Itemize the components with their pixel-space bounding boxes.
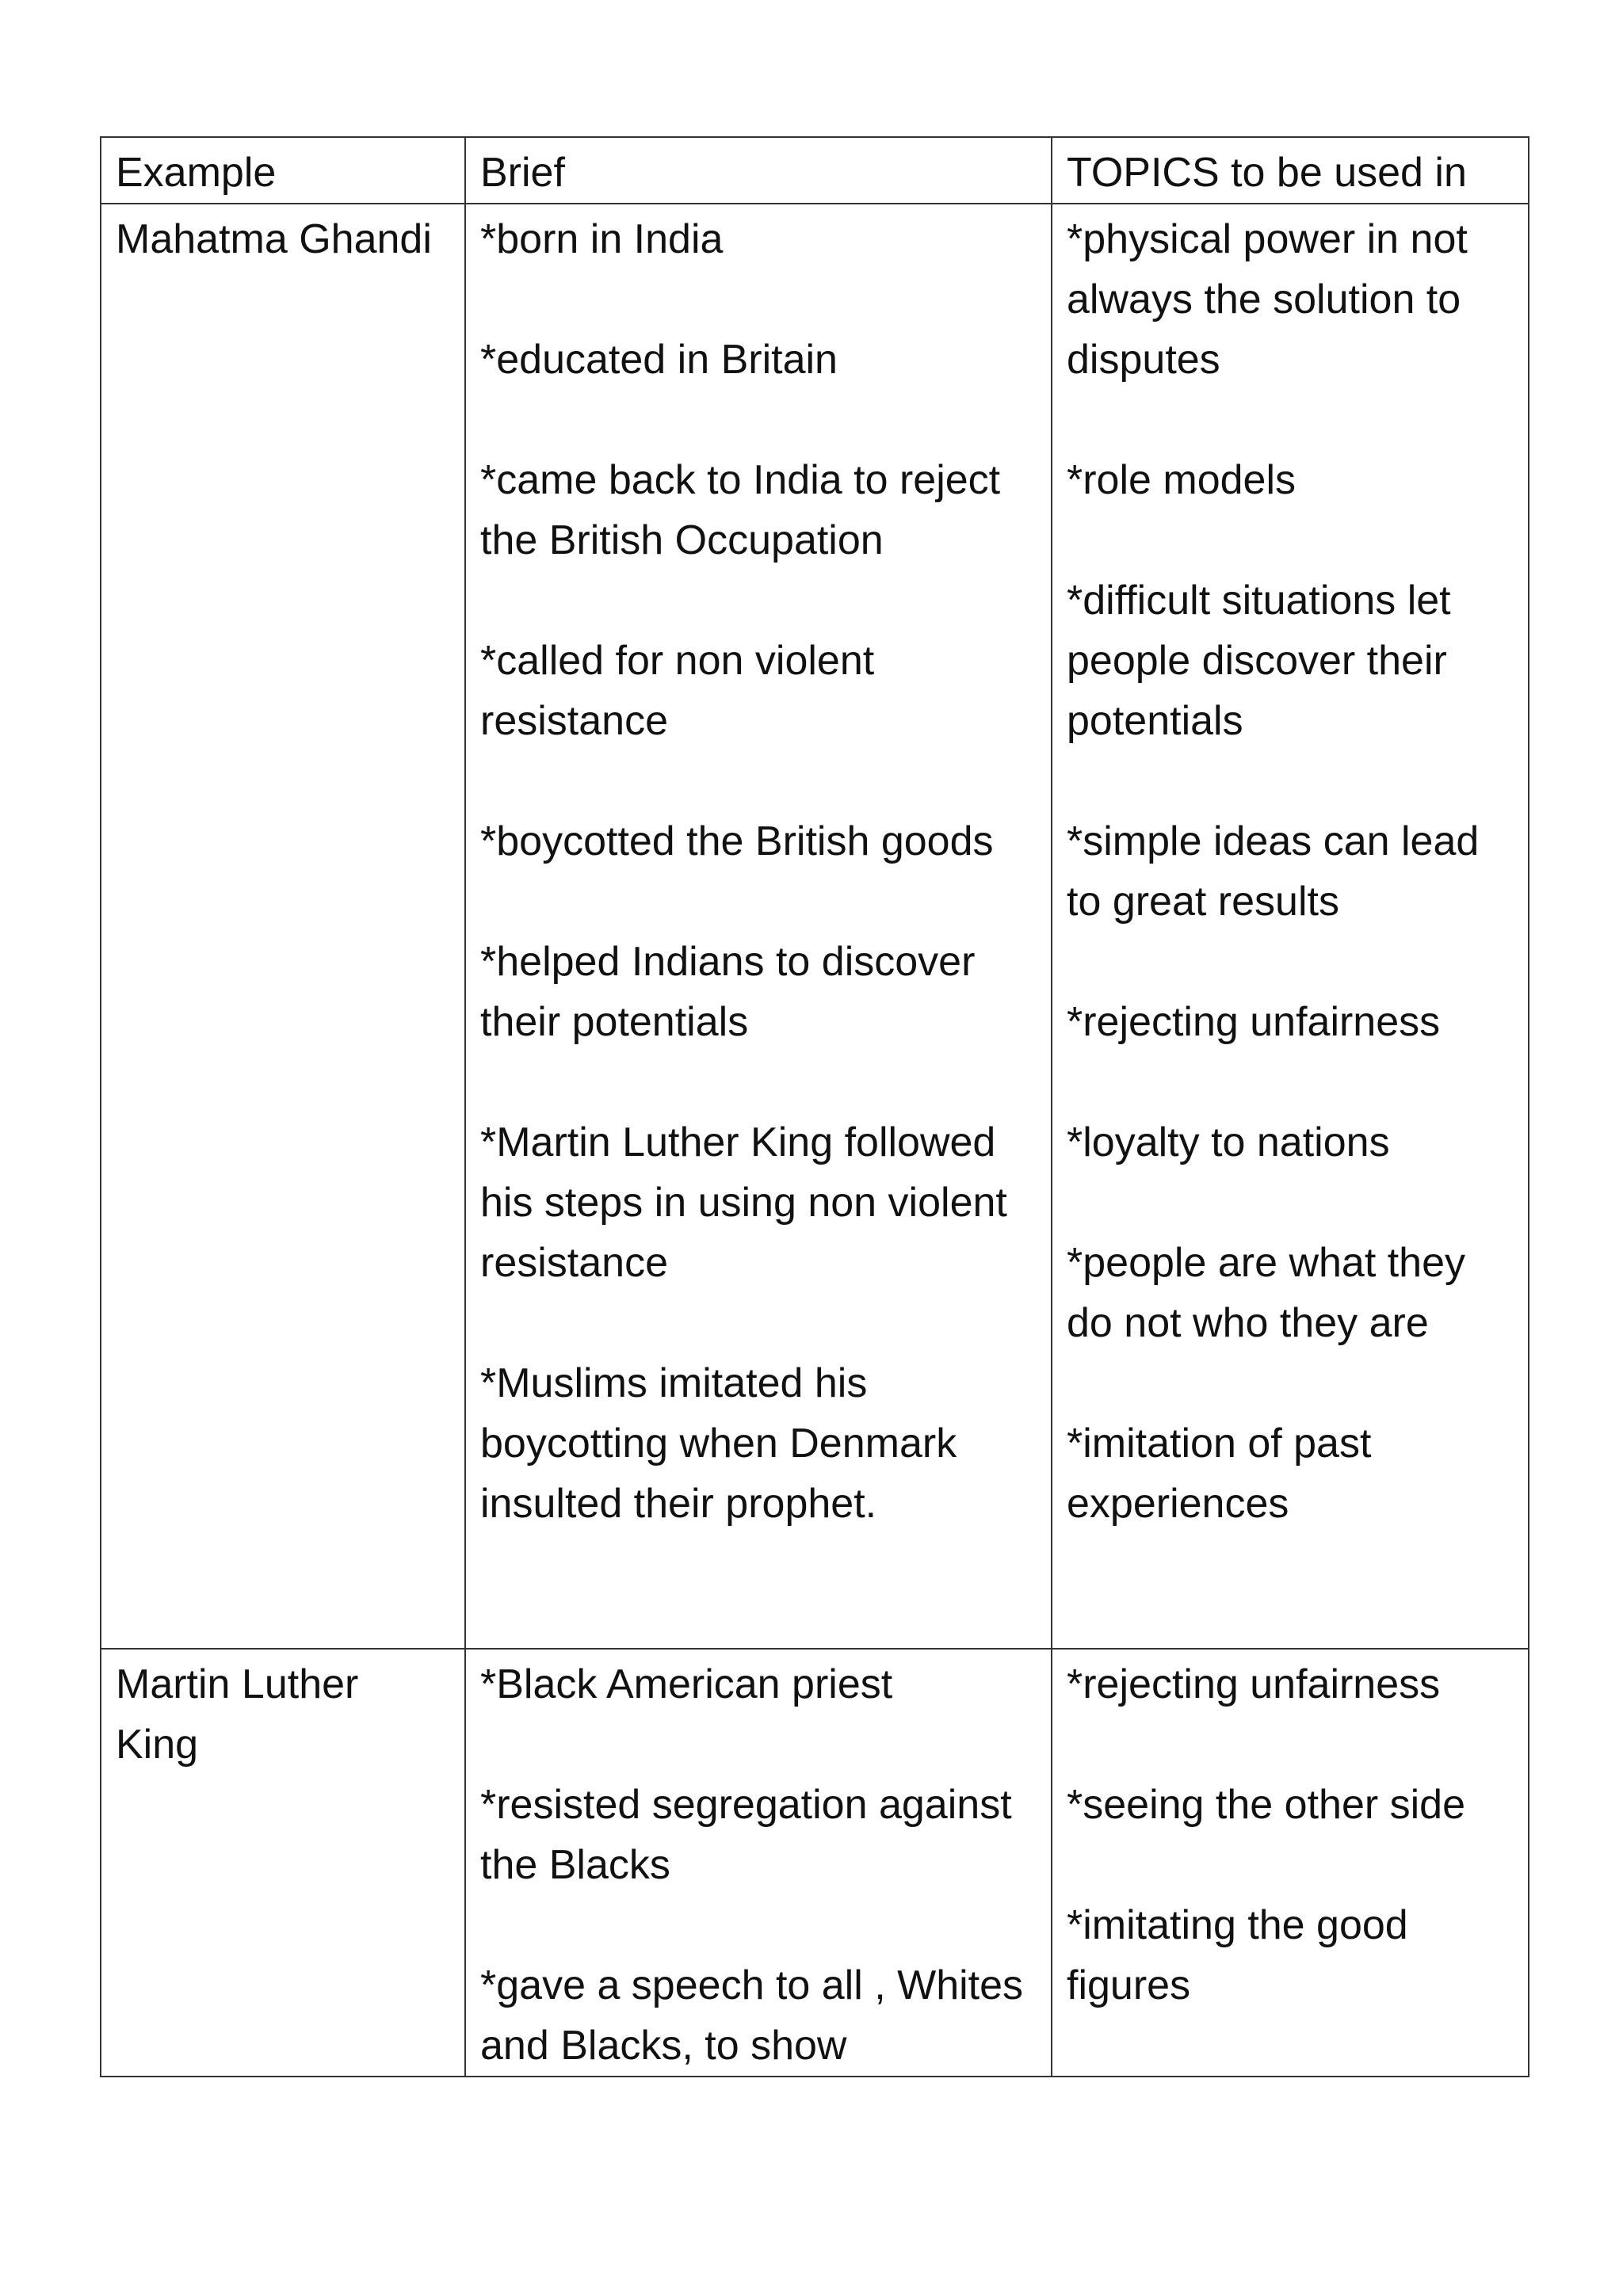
topics-cell xyxy=(1052,1649,1529,2077)
header-brief: Brief xyxy=(465,137,1052,204)
topic-item: *rejecting unfairness xyxy=(1067,999,1441,1045)
brief-cell xyxy=(465,1649,1052,2077)
topic-item: *role models xyxy=(1067,457,1296,503)
brief-item: *resisted segregation against the Blacks xyxy=(480,1782,1012,1888)
table-header-row xyxy=(101,137,1529,204)
topic-item: *imitation of past experiences xyxy=(1067,1421,1372,1527)
topic-item: *imitating the good figures xyxy=(1067,1902,1408,2008)
topic-item: *difficult situations let people discover their potentials xyxy=(1067,578,1451,744)
topic-item: *people are what they do not who they are xyxy=(1067,1240,1466,1346)
example-name: Martin Luther King xyxy=(116,1661,359,1768)
table-row xyxy=(101,1649,1529,2077)
brief-item: *born in India xyxy=(480,216,724,262)
brief-item: *gave a speech to all , Whites and Blacks, to show xyxy=(480,1962,1024,2069)
topics-cell xyxy=(1052,204,1529,1649)
brief-item: *helped Indians to discover their potentials xyxy=(480,939,976,1045)
topic-item: *physical power in not always the solution to disputes xyxy=(1067,216,1468,383)
brief-item: *Black American priest xyxy=(480,1661,893,1707)
header-example: Example xyxy=(101,137,465,204)
topic-item: *loyalty to nations xyxy=(1067,1119,1390,1165)
brief-item: *boycotted the British goods xyxy=(480,818,994,864)
topic-item: *rejecting unfairness xyxy=(1067,1661,1441,1707)
example-cell xyxy=(101,1649,465,2077)
brief-item: *educated in Britain xyxy=(480,337,838,383)
header-topics: TOPICS to be used in xyxy=(1052,137,1529,204)
table-row xyxy=(101,204,1529,1649)
topic-item: *simple ideas can lead to great results xyxy=(1067,818,1480,925)
topic-item: *seeing the other side xyxy=(1067,1782,1466,1828)
example-name: Mahatma Ghandi xyxy=(116,216,432,262)
brief-item: *called for non violent resistance xyxy=(480,638,875,744)
brief-item: *came back to India to reject the British Occupation xyxy=(480,457,1001,563)
brief-item: *Martin Luther King followed his steps in using non violent resistance xyxy=(480,1119,1007,1286)
brief-item: *Muslims imitated his boycotting when Denmark insulted their prophet. xyxy=(480,1360,957,1527)
brief-cell xyxy=(465,204,1052,1649)
topics-table xyxy=(100,136,1529,2077)
example-cell xyxy=(101,204,465,1649)
